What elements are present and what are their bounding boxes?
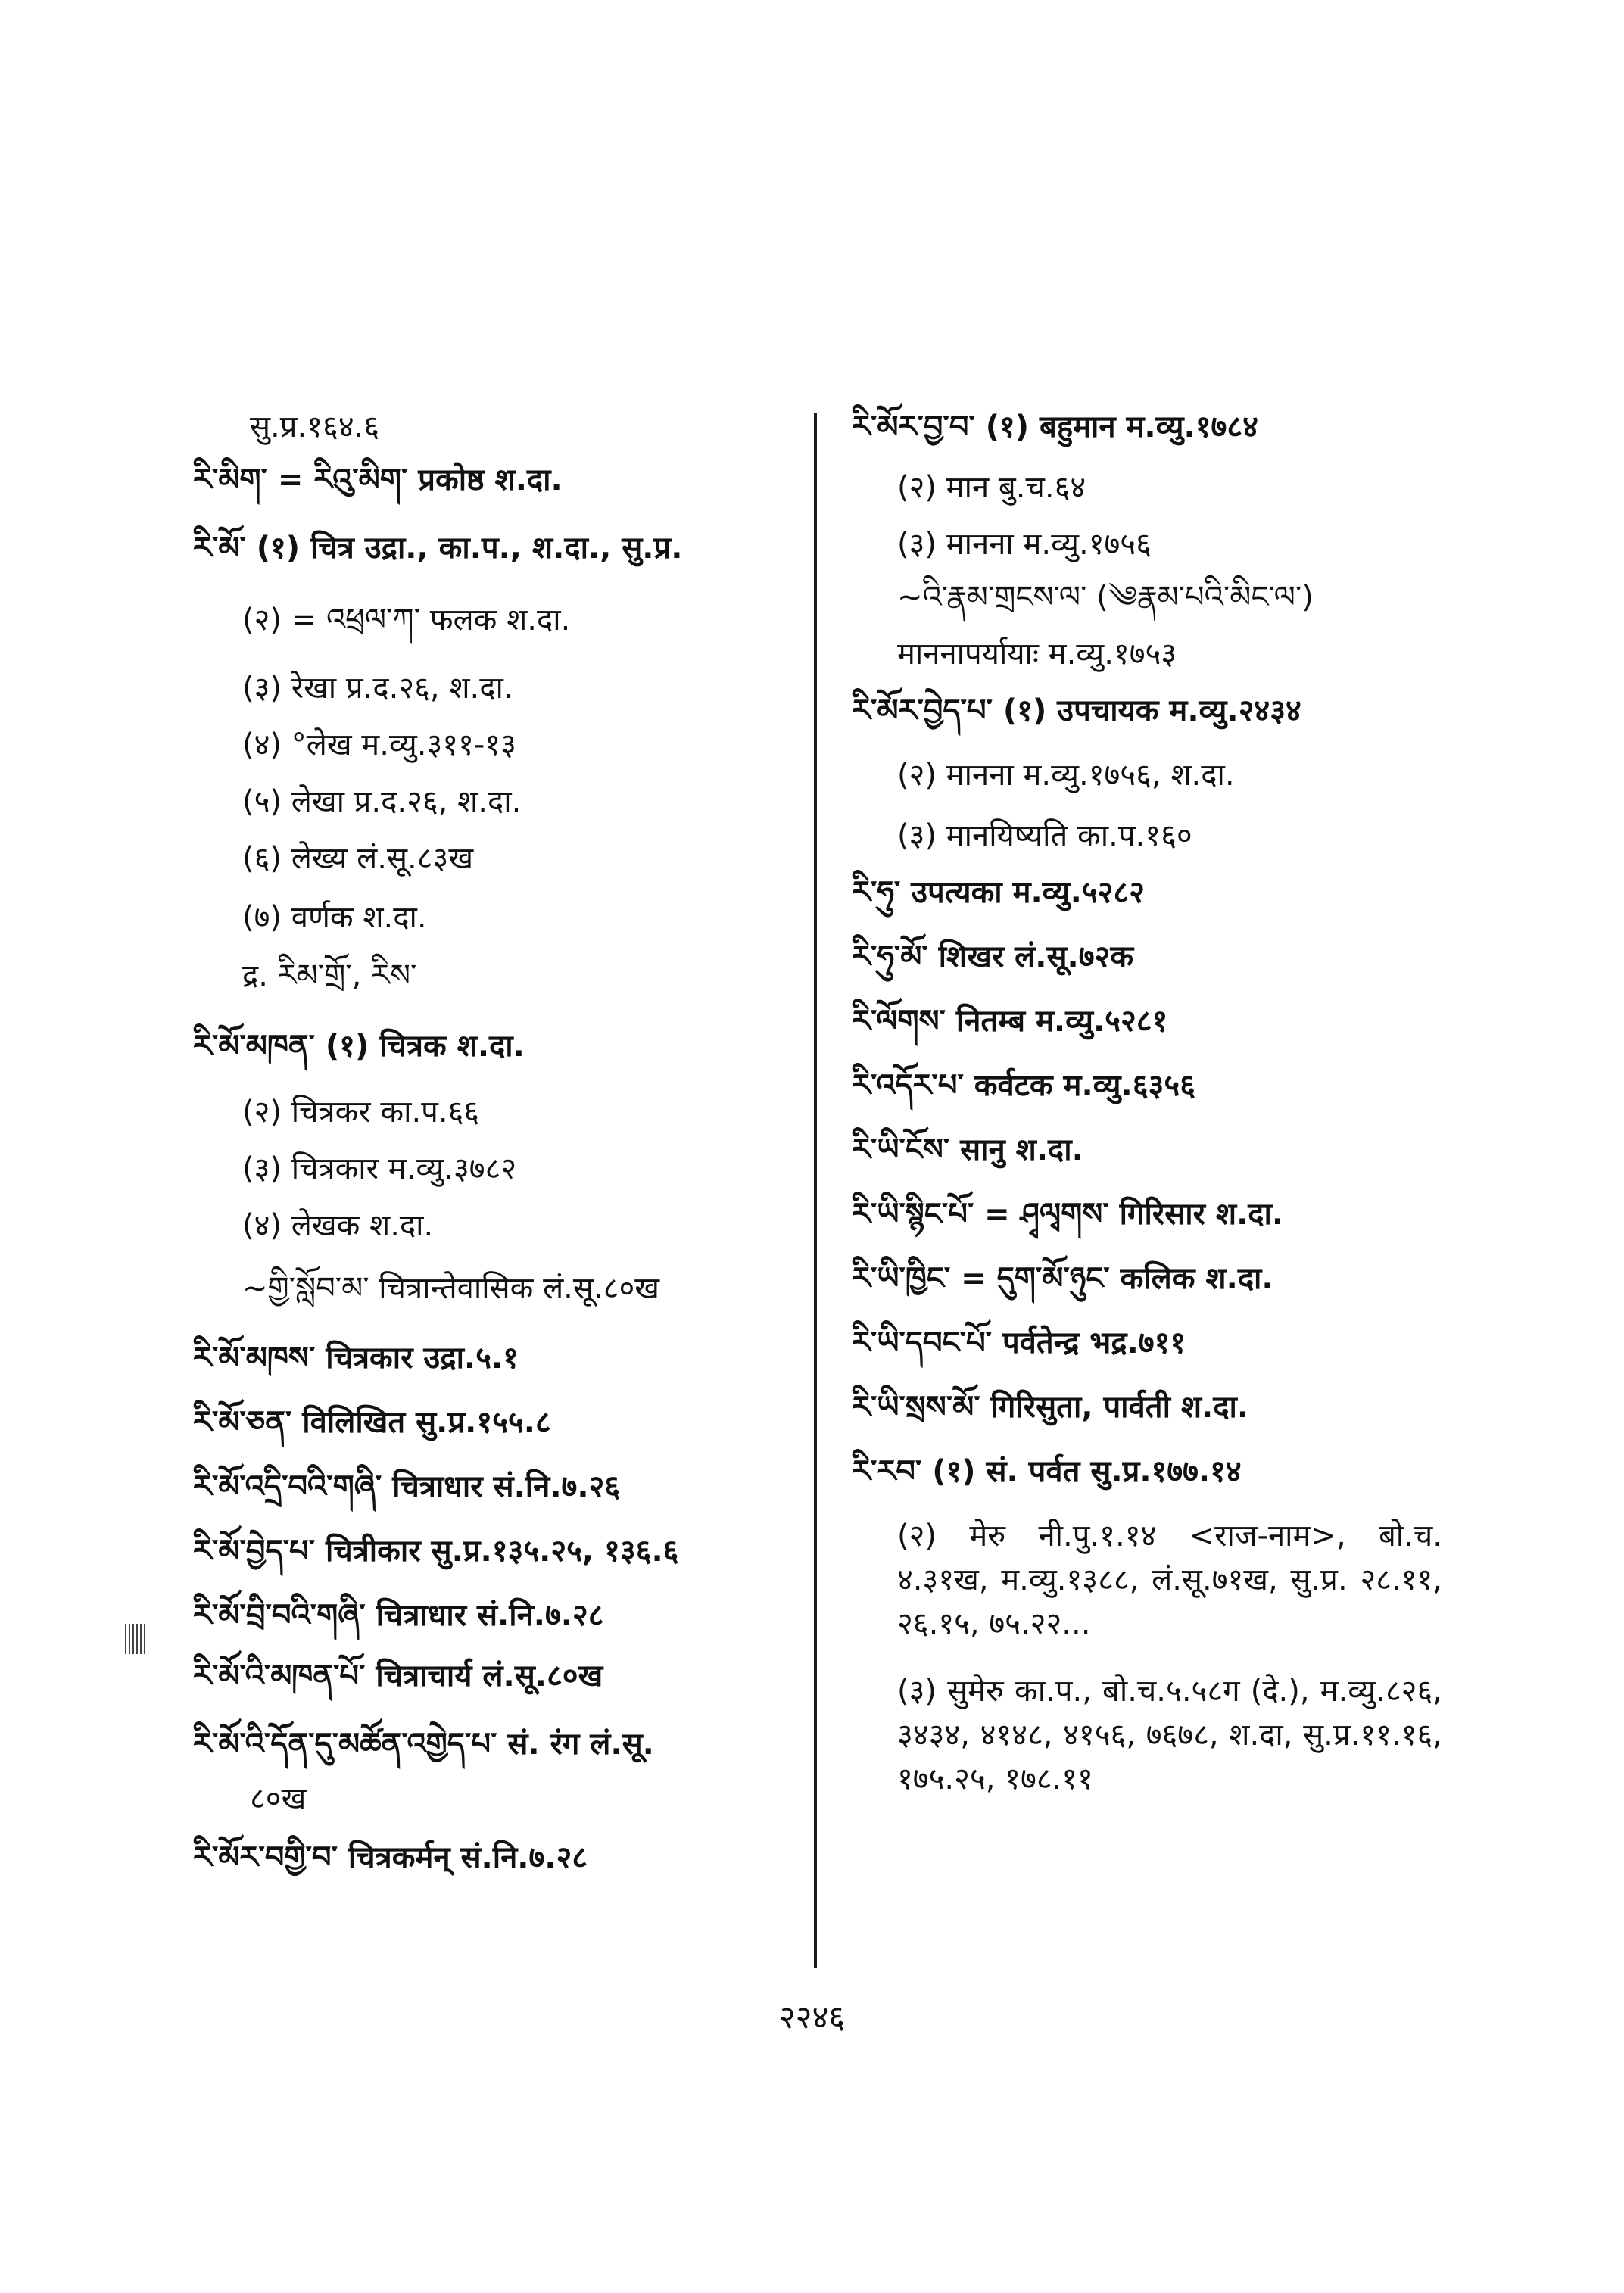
- dictionary-entry-line: རི་མོ་ཅན་ विलिखित सु.प्र.१५५.८: [193, 1405, 551, 1440]
- dictionary-entry-line: (३) चित्रकार म.व्यु.३७८२: [242, 1151, 517, 1186]
- dictionary-entry-line: (२) मानना म.व्यु.१७५६, श.दा.: [897, 758, 1235, 793]
- dictionary-entry-line: རི་རབ་ (१) सं. पर्वत सु.प्र.१७७.१४: [852, 1454, 1242, 1489]
- dictionary-entry-line: (५) लेखा प्र.द.२६, श.दा.: [242, 784, 522, 819]
- dictionary-entry-line: རི་འདོར་པ་ कर्वटक म.व्यु.६३५६: [852, 1068, 1195, 1103]
- dictionary-entry-line: (३) मानयिष्यति का.प.१६०: [897, 818, 1192, 853]
- dictionary-entry-line: (४) लेखक श.दा.: [242, 1208, 434, 1243]
- dictionary-entry-line: རི་མོ་ (१) चित्र उद्रा., का.प., श.दा., सु.प्र.: [193, 531, 683, 565]
- dictionary-entry-line: རི་མོ་འདྲི་བའི་གཞི་ चित्राधार सं.नि.७.२६: [193, 1469, 621, 1504]
- dictionary-entry-line: (२) मेरु नी.पु.१.१४ <राज-नाम>, बो.च. ४.३१ख, म.व्यु.१३८८, लं.सू.७१ख, सु.प्र. २८.११, २६.१५, ७५.२२...: [897, 1519, 1442, 1641]
- dictionary-entry-line: རི་ཡི་སྲས་མོ་ गिरिसुता, पार्वती श.दा.: [852, 1390, 1249, 1425]
- dictionary-entry-line: རི་མོ་འི་མཁན་པོ་ चित्राचार्य लं.सू.८०ख: [193, 1659, 603, 1693]
- dictionary-entry-line: རི་མིག་ = རིའུ་མིག་ प्रकोष्ठ श.दा.: [193, 463, 563, 497]
- dictionary-entry-line: सु.प्र.१६४.६: [250, 410, 380, 444]
- dictionary-entry-line: རི་མོ་མཁན་ (१) चित्रक श.दा.: [193, 1029, 525, 1064]
- dictionary-entry-line: ८०ख: [250, 1781, 307, 1816]
- dictionary-entry-line: (२) चित्रकर का.प.६६: [242, 1095, 480, 1129]
- dictionary-entry-line: རི་མོ་འི་དོན་དུ་མཚོན་འགྱེད་པ་ सं. रंग लं.सू.: [193, 1727, 654, 1762]
- dictionary-entry-line: (४) °लेख म.व्यु.३११-१३: [242, 727, 516, 762]
- dictionary-entry-line: ~གྱི་སློབ་མ་ चित्रान्तेवासिक लं.सू.८०ख: [242, 1271, 659, 1306]
- dictionary-entry-line: (७) वर्णक श.दा.: [242, 900, 427, 935]
- dictionary-entry-line: རི་མོར་བྱ་བ་ (१) बहुमान म.व्यु.१७८४: [852, 410, 1258, 444]
- dictionary-entry-line: རི་མོ་བྲི་བའི་གཞི་ चित्राधार सं.नि.७.२८: [193, 1598, 604, 1633]
- dictionary-entry-line: (६) लेख्य लं.सू.८३ख: [242, 841, 474, 876]
- dictionary-entry-line: རི་ཡི་ཁྱིང་ = དུག་མོ་ཉུང་ कलिक श.दा.: [852, 1261, 1273, 1296]
- dictionary-entry-line: (३) सुमेरु का.प., बो.च.५.५८ग (दे.), म.व्यु.८२६, ३४३४, ४१४८, ४१५६, ७६७८, श.दा, सु.प्र.११.१६, १७५.२५, १७८.११: [897, 1674, 1442, 1796]
- dictionary-entry-line: द्र. རིམ་གྲོ་, རིས་: [242, 958, 417, 993]
- dictionary-entry-line: རི་ཡི་དབང་པོ་ पर्वतेन्द्र भद्र.७११: [852, 1326, 1186, 1360]
- dictionary-entry-line: རི་ལོགས་ नितम्ब म.व्यु.५२८१: [852, 1004, 1168, 1039]
- dictionary-entry-line: རི་མོར་བྱེད་པ་ (१) उपचायक म.व्यु.२४३४: [852, 693, 1301, 728]
- column-divider: [814, 413, 817, 1968]
- page-number: २२४६: [778, 1999, 846, 2036]
- dictionary-entry-line: माननापर्यायाः म.व्यु.१७५३: [897, 637, 1177, 671]
- dictionary-entry-line: (३) रेखा प्र.द.२६, श.दा.: [242, 671, 513, 706]
- dictionary-entry-line: (२) = འཕྲལ་ཀ་ फलक श.दा.: [242, 603, 571, 637]
- dictionary-entry-line: རི་ཧུ་ उपत्यका म.व्यु.५२८२: [852, 875, 1145, 910]
- dictionary-entry-line: རི་ཡི་སྙིང་པོ་ = ཤྭལྭགས་ गिरिसार श.दा.: [852, 1197, 1284, 1232]
- dictionary-entry-line: (२) मान बु.च.६४: [897, 470, 1086, 505]
- margin-mark: [125, 1624, 148, 1654]
- dictionary-entry-line: རི་མོ་མཁས་ चित्रकार उद्रा.५.१: [193, 1341, 519, 1375]
- dictionary-entry-line: རི་མོ་བྱེད་པ་ चित्रीकार सु.प्र.१३५.२५, १३६.६: [193, 1534, 679, 1569]
- dictionary-entry-line: (३) मानना म.व्यु.१७५६: [897, 527, 1152, 562]
- dictionary-entry-line: རི་ཡི་ངོས་ सानु श.दा.: [852, 1132, 1083, 1167]
- dictionary-entry-line: རི་ཧུ་མོ་ शिखर लं.सू.७२क: [852, 939, 1134, 974]
- dictionary-entry-line: ~འི་རྣམ་གྲངས་ལ་ (༄རྣམ་པའི་མིང་ལ་): [897, 580, 1314, 615]
- dictionary-entry-line: རི་མོར་བགྱི་བ་ चित्रकर्मन् सं.नि.७.२८: [193, 1840, 588, 1875]
